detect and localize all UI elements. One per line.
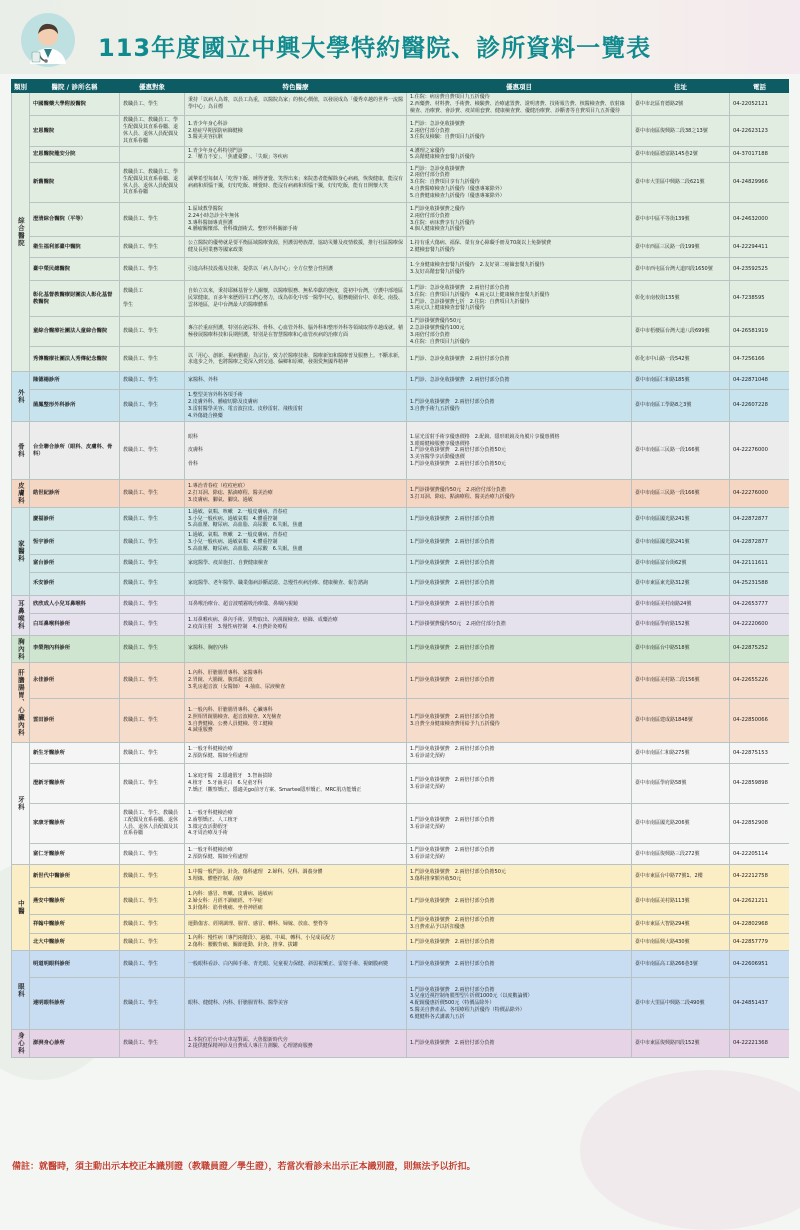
offer-cell: 1.門診免收掛號費 2.兩倍付部分負擔	[407, 554, 632, 572]
feature-cell: 運動傷害、經期調理、腸胃、感冒、轉科、婦嫁、放血、整脊等	[185, 915, 407, 934]
phone-cell[interactable]: 04-22859898	[730, 764, 790, 804]
offer-cell: 1.門診免收掛號費之優待 2.兩倍付部分負擔 3.住院：病床費享有九折優待 4.個人健康檢查九折優待	[407, 203, 632, 237]
header-phone: 電話	[730, 80, 790, 93]
clinic-name-cell: 富台診所	[30, 554, 120, 572]
phone-cell[interactable]: 04-23592525	[730, 258, 790, 281]
offer-cell: 1.全身健康檢查套餐九折優待 2.友好第二癌篩套餐九折優待 3.友好高階套餐九折優待	[407, 258, 632, 281]
table-row	[12, 865, 790, 888]
target-cell: 教職員工、學生	[120, 572, 185, 595]
clinic-name-cell: 宏恩醫院龍安分院	[30, 146, 120, 163]
page-header	[0, 0, 800, 74]
clinic-table	[11, 79, 789, 1058]
category-cell: 綜合醫院	[12, 93, 30, 372]
address-cell: 臺中市南區富台街62號	[632, 554, 730, 572]
address-cell: 臺中市東區大智路294號	[632, 915, 730, 934]
table-row	[12, 804, 790, 844]
feature-cell: 1.中醫一般門診、針灸、傷科處理 2.婦科、兒科、調養身體 3.埋線、體態控制、刮痧	[185, 865, 407, 888]
feature-cell: 誠摯希望每個人「吃得下飯、睡得著覺、笑得出來」來院患者能解除身心病痛，恢復健康，能沒有病痛和煩惱干擾，好好吃飯、睡覺時、能沒有病痛和煩惱干擾，好好吃飯，能有日開懷大笑	[185, 163, 407, 203]
header-name: 醫院 / 診所名稱	[30, 80, 120, 93]
table-row	[12, 480, 790, 508]
table-row	[12, 613, 790, 635]
feature-cell: 1.整型美容外科各項手術 2.皮膚外科、腫瘤切除及皮膚病 3.雷射醫學美容、電音波拉皮、皮秒雷射、飛梭雷射 4.外傷縫合換藥	[185, 390, 407, 422]
feature-cell: 以「用心、創新、視病猶親」為宗旨，致力於醫療技術、醫療新知和醫療普及服務上。不斷求新，求進步之外，也將醫療之愛深入到交通、偏鄉和原鄉，發揚愛無國界精神	[185, 347, 407, 372]
clinic-name-cell: 恆宇診所	[30, 531, 120, 554]
offer-cell: 1.門診免收掛號費 2.兩倍付部分負擔	[407, 635, 632, 663]
phone-cell[interactable]: 04-37017188	[730, 146, 790, 163]
offer-cell: 4.護理之家優待 5.高階健康檢查套餐九折優待	[407, 146, 632, 163]
clinic-name-cell: 皓世紀診所	[30, 480, 120, 508]
category-cell: 胸內科	[12, 635, 30, 663]
address-cell: 彰化市南校街135號	[632, 281, 730, 317]
target-cell: 教職員工、學生	[120, 888, 185, 915]
address-cell: 臺中市南區美村路二段156號	[632, 663, 730, 699]
offer-cell: 1.門診、急診免收掛號費 2.兩倍付部分負擔	[407, 347, 632, 372]
clinic-name-cell: 台全聯合診所（眼科、皮膚科、骨科）	[30, 422, 120, 480]
table-row	[12, 203, 790, 237]
offer-cell: 1.門診免收掛號費 2.兩倍付部分負擔 3.看診請先預約	[407, 804, 632, 844]
offer-cell: 1.門診免收掛號費 2.兩倍付部分負擔	[407, 1030, 632, 1058]
offer-cell: 1.門診免收掛號費 2.兩倍付部分負擔 3.看診請先預約	[407, 844, 632, 865]
address-cell: 臺中市南區高工路266巷3號	[632, 951, 730, 978]
header-category: 類別	[12, 80, 30, 93]
table-row	[12, 116, 790, 146]
category-cell: 牙科	[12, 743, 30, 865]
address-cell: 臺中市南區美村南路24號	[632, 595, 730, 613]
target-cell: 教職員工、教職員工、學生配偶及其直系眷屬、退休人員、退休人員配偶及其直系眷屬	[120, 163, 185, 203]
address-cell: 臺中市南區三民路一段166號	[632, 422, 730, 480]
address-cell: 臺中市南區仁和路275號	[632, 743, 730, 764]
offer-cell: 1.門診免收掛號費 2.兩倍付部分負擔	[407, 888, 632, 915]
offer-cell: 1.門診：急診免收掛號費 2.兩倍付部分負擔 3.住院：自費項目享有九折優待 4.自費醫療檢查九折優待（優惠專案除外） 5.自費健康檢查九折優待（優惠專案除外）	[407, 163, 632, 203]
table-row	[12, 743, 790, 764]
feature-cell: 引進高科技設備及技術，提供以「病人為中心」全方位整合性照護	[185, 258, 407, 281]
clinic-name-cell: 雲田診所	[30, 699, 120, 743]
table-row	[12, 507, 790, 530]
table-row	[12, 347, 790, 372]
clinic-name-cell: 燕安中醫診所	[30, 888, 120, 915]
phone-cell[interactable]: 04-22111611	[730, 554, 790, 572]
target-cell: 教職員工、學生	[120, 93, 185, 116]
feature-cell: 1.家庭牙醫 2.隱適假牙 3.智齒拔除 4.植牙 5.牙齒美白 6.兒童牙科 7.矯正（觀察矯正、隱適美go前牙方案、Smartee隱形矯正、MRC肌功能矯正	[185, 764, 407, 804]
target-cell: 教職員工、學生、教職員工配偶及直系眷屬、退休人員、退休人員配偶及其直系眷屬	[120, 804, 185, 844]
offer-cell: 1.門診掛號費優待50元 2.兩倍付部分負擔 3.打耳洞、除痣、點滴療程、醫美治療九折優待	[407, 480, 632, 508]
feature-cell: 1.青少年身心科診 2.癌症早期預防病篩健檢 3.醫美美容抗駭	[185, 116, 407, 146]
address-cell: 臺中市東區復興路四段152號	[632, 1030, 730, 1058]
phone-cell[interactable]: 04-24851437	[730, 978, 790, 1030]
phone-cell[interactable]: 04-22872877	[730, 531, 790, 554]
address-cell: 臺中市西區三民路一段199號	[632, 237, 730, 258]
target-cell: 教職員工、學生	[120, 865, 185, 888]
category-cell: 身心科	[12, 1030, 30, 1058]
phone-cell[interactable]: 04-22872877	[730, 507, 790, 530]
feature-cell: 1.專治青春痘（痘痘疤痕） 2.打耳洞、除痣、點滴療程、醫美治療 3.皮膚病、腳氣、腳臭、過敏	[185, 480, 407, 508]
offer-cell: 1.門診免收掛號費 2.兩倍付部分負擔	[407, 595, 632, 613]
feature-cell: 1.內科：感冒、咳嗽、皮膚病、過敏病 2.婦女科：月經不調痛經、不孕症 3.針傷科：筋骨痠痛、坐骨神經痛	[185, 888, 407, 915]
address-cell: 臺中市東區台中路77號1、2樓	[632, 865, 730, 888]
category-cell: 中醫	[12, 865, 30, 951]
target-cell: 教職員工、學生	[120, 743, 185, 764]
feature-cell: 自始立以來，秉持耶穌基督全人關懷，以醫療服務、無私奉獻的態度，從初中台灣，守護中部地區民眾健康。百多年來歷經同工們心努力，成為彰化中部一醫學中心，服務範圍台中、彰化、南投、雲林地區，是中台灣最大的醫療體系	[185, 281, 407, 317]
category-cell: 家醫科	[12, 507, 30, 595]
clinic-name-cell: 臺中榮民總醫院	[30, 258, 120, 281]
phone-cell[interactable]: 04-7256166	[730, 347, 790, 372]
table-row	[12, 978, 790, 1030]
address-cell: 臺中市南區興大路430號	[632, 934, 730, 951]
address-cell: 臺中市北區育德路2號	[632, 93, 730, 116]
target-cell: 教職員工、學生	[120, 203, 185, 237]
target-cell: 教職員工、學生	[120, 507, 185, 530]
clinic-name-cell: 富仁牙醫診所	[30, 844, 120, 865]
phone-cell[interactable]: 04-22875252	[730, 635, 790, 663]
offer-cell: 1.門診掛號費優待50元 2.急診掛號費優待100元 3.兩倍付部分負擔 4.住院：自費項目九折優待	[407, 317, 632, 347]
table-row	[12, 1030, 790, 1058]
clinic-name-cell: 李榮翔內科診所	[30, 635, 120, 663]
feature-cell: 1.一般牙科健檢治療 2.預防保健、醫師全程處理	[185, 743, 407, 764]
table-row	[12, 635, 790, 663]
phone-cell[interactable]: 04-22220600	[730, 613, 790, 635]
offer-cell: 1.門診：急診免收掛號費 2.兩倍付部分負擔 3.住院及檢驗：自費項目九折優待	[407, 116, 632, 146]
offer-cell: 1.持有重大傷病、福保、榮有身心障礙手冊及70歲以上免掛號費 2.健檢套餐九折優待	[407, 237, 632, 258]
target-cell	[120, 146, 185, 163]
header-target: 優惠對象	[120, 80, 185, 93]
target-cell: 教職員工、學生	[120, 764, 185, 804]
target-cell: 教職員工、學生	[120, 258, 185, 281]
table-row	[12, 554, 790, 572]
target-cell: 教職員工、學生	[120, 595, 185, 613]
feature-cell: 1.本院位於台中火車站對面、大魯閣新時代旁 2.提供健保精神診及自費成人專注力測驗、心理諮商服務	[185, 1030, 407, 1058]
table-row	[12, 844, 790, 865]
offer-cell: 1.門診免收掛號費 2.兩倍付部分負擔	[407, 572, 632, 595]
clinic-name-cell: 澄新牙醫診所	[30, 764, 120, 804]
target-cell: 教職員工、學生	[120, 663, 185, 699]
table-row	[12, 934, 790, 951]
target-cell: 教職員工、學生	[120, 422, 185, 480]
phone-cell[interactable]: 04-22606951	[730, 951, 790, 978]
clinic-name-cell: 中國醫藥大學附設醫院	[30, 93, 120, 116]
address-cell: 臺中市梧棲區台灣大道八段699號	[632, 317, 730, 347]
table-body	[12, 93, 790, 1058]
target-cell: 教職員工、學生	[120, 390, 185, 422]
clinic-name-cell: 衛生福利部臺中醫院	[30, 237, 120, 258]
clinic-name-cell: 彰化基督教醫療財團法人彰化基督教醫院	[30, 281, 120, 317]
address-cell: 臺中市南區德富路145巷2號	[632, 146, 730, 163]
offer-cell: 1.門診免收掛號費 2.兩倍付部分負擔 3.兒童近視控制角膜塑型片折價1000元（以度數論價） 4.配鏡優惠折價500元（特價品除外） 5.醫美自費產品、各項療程九折優待（特價品除外） 6.健健科各式講義九五折	[407, 978, 632, 1030]
page-title: 113年度國立中興大學特約醫院、診所資料一覽表	[98, 34, 652, 62]
target-cell: 教職員工、學生	[120, 317, 185, 347]
target-cell: 教職員工、學生	[120, 480, 185, 508]
clinic-name-cell: 隆德楊診所	[30, 372, 120, 390]
phone-cell[interactable]: 04-24829966	[730, 163, 790, 203]
target-cell: 教職員工、學生	[120, 844, 185, 865]
table-row	[12, 888, 790, 915]
phone-cell[interactable]: 04-22623123	[730, 116, 790, 146]
phone-cell[interactable]: 04-22875153	[730, 743, 790, 764]
phone-cell[interactable]: 04-22607228	[730, 390, 790, 422]
table-row	[12, 372, 790, 390]
address-cell: 臺中市南區台中路518號	[632, 635, 730, 663]
feature-cell: 1.一般內科、肝膽腸胃專科、心臟專科 2.照相胃鏡腸檢查、超音波檢查、X光檢查 3.自費健檢、公務人員健檢、勞工健檢 4.減重服務	[185, 699, 407, 743]
target-cell: 教職員工、學生	[120, 347, 185, 372]
offer-cell: 1.住院：病房費自費項目九五折優待 2.西藥費、材料費、手術費、檢驗費、治療處置費、證明書費、技術報告費、核醫檢查費、放射線檢查、治療費、會診費、疫苗組套費、健康檢查費、優健治療費、診斷書等自費項目九五折優待	[407, 93, 632, 116]
target-cell: 教職員工、學生	[120, 237, 185, 258]
target-cell: 教職員工、學生	[120, 372, 185, 390]
address-cell: 臺中市南區國光路241號	[632, 507, 730, 530]
address-cell: 臺中市大里區中興路二段490號	[632, 978, 730, 1030]
phone-cell[interactable]: 04-7238595	[730, 281, 790, 317]
clinic-name-cell: 新舊醫院	[30, 163, 120, 203]
target-cell: 教職員工、學生	[120, 635, 185, 663]
clinic-name-cell: 明道明眼科診所	[30, 951, 120, 978]
clinic-name-cell: 白耳鼻喉科診所	[30, 613, 120, 635]
offer-cell: 1.門診免收掛號費 2.兩倍付部分負擔	[407, 934, 632, 951]
clinic-name-cell: 禾安診所	[30, 572, 120, 595]
feature-cell: 眼科 皮膚科 骨科	[185, 422, 407, 480]
feature-cell: 專注於重症照護，特別在泌尿科、骨科、心血管外科、腦外科和整形外科等領域取得卓越成就。積極發展醫療科技和長期照護，特別是在智慧醫療和心血管疾病的治療方面	[185, 317, 407, 347]
table-row	[12, 572, 790, 595]
feature-cell: 秉持「以病人為尊，以員工為重，以醫院為家」的核心價值，以發展成為「優秀卓越的世界一流醫學中心」為目標	[185, 93, 407, 116]
address-cell: 臺中市南區建成路1848號	[632, 699, 730, 743]
feature-cell: 1.內科、肝膽腸胃專科、家醫專科 2.胃鏡、大腸鏡、腹部超音波 3.乳房超音波（女醫師） 4.抽血、尿液檢查	[185, 663, 407, 699]
clinic-name-cell: 欣欣成人小兒耳鼻喉科	[30, 595, 120, 613]
feature-cell: 1.過敏、氣喘、咳嗽 2.一般皮膚病、青春痘 3.小兒一般疾病、過敏氣喘 4.體重控制 5.高血壓、糖尿病、高血脂、高尿酸 6.失眠、焦慮	[185, 507, 407, 530]
feature-cell: 1.區域教學醫院 2.24小時急診全年無休 3.專科醫師專責照護 4.腫瘤關懷部、骨科微創術式、整形外科關節手術	[185, 203, 407, 237]
target-cell: 教職員工、學生	[120, 554, 185, 572]
clinic-name-cell: 澎湃身心診所	[30, 1030, 120, 1058]
target-cell: 教職員工、學生	[120, 531, 185, 554]
table-row	[12, 531, 790, 554]
table-row	[12, 422, 790, 480]
header-feature: 特色醫療	[185, 80, 407, 93]
table-row	[12, 281, 790, 317]
target-cell: 教職員工、學生	[120, 934, 185, 951]
offer-cell: 1.門診免收掛號費 2.兩倍付部分負擔 3.看診請先預約	[407, 764, 632, 804]
feature-cell: 耳鼻喉治療台、超音波噴霧吸治療儀、鼻咽內視鏡	[185, 595, 407, 613]
header-offer: 優惠項目	[407, 80, 632, 93]
address-cell: 臺中市南區仁和路185號	[632, 372, 730, 390]
table-row	[12, 951, 790, 978]
target-cell: 教職員工、學生	[120, 699, 185, 743]
feature-cell: 家醫科、外科	[185, 372, 407, 390]
address-cell: 臺中市南區工學路8之3號	[632, 390, 730, 422]
clinic-name-cell: 菌鳳整形外科診所	[30, 390, 120, 422]
address-cell: 臺中市南區學府路58號	[632, 764, 730, 804]
table-row	[12, 237, 790, 258]
offer-cell: 1.門診免收掛號費 2.兩倍付部分負擔	[407, 531, 632, 554]
phone-cell[interactable]: 04-22871048	[730, 372, 790, 390]
phone-cell[interactable]: 04-22653777	[730, 595, 790, 613]
footnote: 備註：就醫時，須主動出示本校正本識別證（教職員證／學生證），若當次看診未出示正本識別證，則無法予以折扣。	[12, 1162, 476, 1172]
target-cell: 教職員工、學生	[120, 1030, 185, 1058]
table-row	[12, 163, 790, 203]
target-cell: 教職員工、學生	[120, 951, 185, 978]
offer-cell: 1.門診：急診免收掛號費 2.兩倍付部分負擔 3.住院：自費項目九折優待 4.兩元以上健康檢查套餐九折優待 1.門診、急診掛號費七折 2.住院：自費項目九折優待 3.兩元以上健康檢查套餐九折優待	[407, 281, 632, 317]
address-cell: 臺中市南區復興路二段38之13號	[632, 116, 730, 146]
phone-cell[interactable]: 04-22857779	[730, 934, 790, 951]
feature-cell: 1.過敏、氣喘、咳嗽 2.一般皮膚病、青春痘 3.小兒一般疾病、過敏氣喘 4.體重控制 5.高血壓、糖尿病、高血脂、高尿酸 6.失眠、焦慮	[185, 531, 407, 554]
address-cell: 臺中市西屯區台灣大道四段1650號	[632, 258, 730, 281]
clinic-name-cell: 澄清綜合醫院（平等）	[30, 203, 120, 237]
table-row	[12, 390, 790, 422]
feature-cell: 1.耳鼻喉疾病、鼻內手術、異物取出、內視鏡檢查、癌篩、成藥治療 2.疫苗注射 3.慢性病控制 4.自費針灸療程	[185, 613, 407, 635]
address-cell: 臺中市南區學府路152號	[632, 613, 730, 635]
address-cell: 臺中市南區國光路206號	[632, 804, 730, 844]
table-row	[12, 764, 790, 804]
feature-cell: 1.內科：慢性病（專門兩階段）、過敏、中風、轉科、小兒成長配方 2.傷科：腰酸背痛、關節運動、針灸、推拿、拔罐	[185, 934, 407, 951]
address-cell: 臺中市大里區中興路二段621號	[632, 163, 730, 203]
header-address: 住址	[632, 80, 730, 93]
table-row	[12, 915, 790, 934]
clinic-name-cell: 家康牙醫診所	[30, 804, 120, 844]
phone-cell[interactable]: 04-22212758	[730, 865, 790, 888]
address-cell: 彰化市中山路一段542號	[632, 347, 730, 372]
address-cell: 臺中市東區東光路312號	[632, 572, 730, 595]
address-cell: 臺中市中區平等街139號	[632, 203, 730, 237]
feature-cell: 1.一般牙科健檢治療 2.預防保健、醫師全程處理	[185, 844, 407, 865]
offer-cell: 1.門診免收掛號費 2.兩倍付部分負擔50元 3.傷科推拿額外收50元	[407, 865, 632, 888]
table-header-row	[12, 80, 790, 93]
address-cell: 臺中市南區美村路113號	[632, 888, 730, 915]
offer-cell: 1.門診掛號費優待50元 2.兩倍付部分負擔	[407, 613, 632, 635]
target-cell: 教職員工、學生	[120, 613, 185, 635]
clinic-name-cell: 童綜合醫療社團法人童綜合醫院	[30, 317, 120, 347]
offer-cell: 1.門診免收掛號費 2.兩倍付部分負擔 3.看診請先預約	[407, 743, 632, 764]
feature-cell: 1.青少年身心科特別門診 2.「壓力不安」、「焦慮憂鬱」、「失眠」等疾病	[185, 146, 407, 163]
offer-cell: 1.門診免收掛號費 2.兩倍付部分負擔 3.自費手術九五折優待	[407, 390, 632, 422]
category-cell: 眼科	[12, 951, 30, 1030]
phone-cell[interactable]: 04-22221368	[730, 1030, 790, 1058]
address-cell: 臺中市南區國光路241號	[632, 531, 730, 554]
feature-cell: 家醫科、胸腔內科	[185, 635, 407, 663]
phone-cell[interactable]: 04-22294411	[730, 237, 790, 258]
phone-cell[interactable]: 04-22802968	[730, 915, 790, 934]
phone-cell[interactable]: 04-22852908	[730, 804, 790, 844]
phone-cell[interactable]: 04-22655226	[730, 663, 790, 699]
clinic-name-cell: 祥翰中醫診所	[30, 915, 120, 934]
offer-cell: 1.門診免收掛號費 2.兩倍付部分負擔	[407, 951, 632, 978]
doctor-avatar-icon	[20, 12, 76, 68]
feature-cell: 公立醫院的優勢就是要平衡區域醫療資源，照護弱勢族群，協助災難及疫情救援，推行社區醫療保健及長照業務等國家政策	[185, 237, 407, 258]
offer-cell: 1.屈光雷射手術享優惠價格 2.配鏡、隱形眼鏡及角膜片享優惠價格 3.眼睛健檢服務享優惠價格 1.門診免收掛號費 2.兩倍付部分負擔50元 3.美容醫學享活動優惠價 1.門診免收掛號費 2.兩倍付部分負擔50元	[407, 422, 632, 480]
phone-cell[interactable]: 04-22276000	[730, 422, 790, 480]
offer-cell: 1.門診免收掛號費 2.兩倍付部分負擔 3.自費全身健康檢查費用給予九五折優待	[407, 699, 632, 743]
phone-cell[interactable]: 04-22850066	[730, 699, 790, 743]
phone-cell[interactable]: 04-25231588	[730, 572, 790, 595]
offer-cell: 1.門診免收掛號費 2.兩倍付部分負擔	[407, 507, 632, 530]
category-cell: 骨科	[12, 422, 30, 480]
clinic-name-cell: 新生牙醫診所	[30, 743, 120, 764]
phone-cell[interactable]: 04-22052121	[730, 93, 790, 116]
feature-cell: 家庭醫學、老年醫學、職業傷病診斷認證、急慢性疾病治療、健康檢查、報告諮詢	[185, 572, 407, 595]
target-cell: 教職員工、學生	[120, 915, 185, 934]
feature-cell: 眼科、健健科、內科、肝膽腸胃科、醫學美容	[185, 978, 407, 1030]
target-cell: 教職員工、學生	[120, 978, 185, 1030]
clinic-name-cell: 北大中醫診所	[30, 934, 120, 951]
phone-cell[interactable]: 04-22276000	[730, 480, 790, 508]
phone-cell[interactable]: 04-26581919	[730, 317, 790, 347]
table-row	[12, 258, 790, 281]
clinic-name-cell: 慶福診所	[30, 507, 120, 530]
category-cell: 耳鼻喉科	[12, 595, 30, 635]
target-cell: 教職員工 學生	[120, 281, 185, 317]
table-row	[12, 93, 790, 116]
category-cell: 皮膚科	[12, 480, 30, 508]
offer-cell: 1.門診免收掛號費 2.兩倍付部分負擔	[407, 663, 632, 699]
table-row	[12, 663, 790, 699]
clinic-name-cell: 宏恩醫院	[30, 116, 120, 146]
table-row	[12, 317, 790, 347]
clinic-table-container	[11, 79, 789, 1139]
offer-cell: 1.門診、急診免收掛號費 2.兩倍付部分負擔	[407, 372, 632, 390]
address-cell: 臺中市南區三民路一段166號	[632, 480, 730, 508]
address-cell: 臺中市南區復興路三段272號	[632, 844, 730, 865]
clinic-name-cell: 新世代中醫診所	[30, 865, 120, 888]
table-row	[12, 146, 790, 163]
table-row	[12, 595, 790, 613]
phone-cell[interactable]: 04-22205114	[730, 844, 790, 865]
phone-cell[interactable]: 04-22621211	[730, 888, 790, 915]
clinic-name-cell: 永佳診所	[30, 663, 120, 699]
offer-cell: 1.門診免收掛號費 2.兩倍付部分負擔 3.自費產品予以折扣優惠	[407, 915, 632, 934]
feature-cell: 1.一般牙科健檢治療 2.齒顎矯正、人工植牙 3.微定改活動假牙 4.牙周治療及手術	[185, 804, 407, 844]
feature-cell: 一般眼科看診、白內障手術、青光眼、兒童視力保健、斜弱視矯正、雷射手術、視網膜病變	[185, 951, 407, 978]
clinic-name-cell: 秀傳醫療社團法人秀傳紀念醫院	[30, 347, 120, 372]
category-cell: 肝膽腸胃、心臟內科	[12, 663, 30, 743]
category-cell: 外科	[12, 372, 30, 422]
phone-cell[interactable]: 04-24632000	[730, 203, 790, 237]
table-row	[12, 699, 790, 743]
feature-cell: 家庭醫學、疫苗施打、自費健康檢查	[185, 554, 407, 572]
clinic-name-cell: 達明眼科診所	[30, 978, 120, 1030]
target-cell: 教職員工、教職員工、學生配偶及其直系眷屬、退休人員、退休人員配偶及其直系眷屬	[120, 116, 185, 146]
